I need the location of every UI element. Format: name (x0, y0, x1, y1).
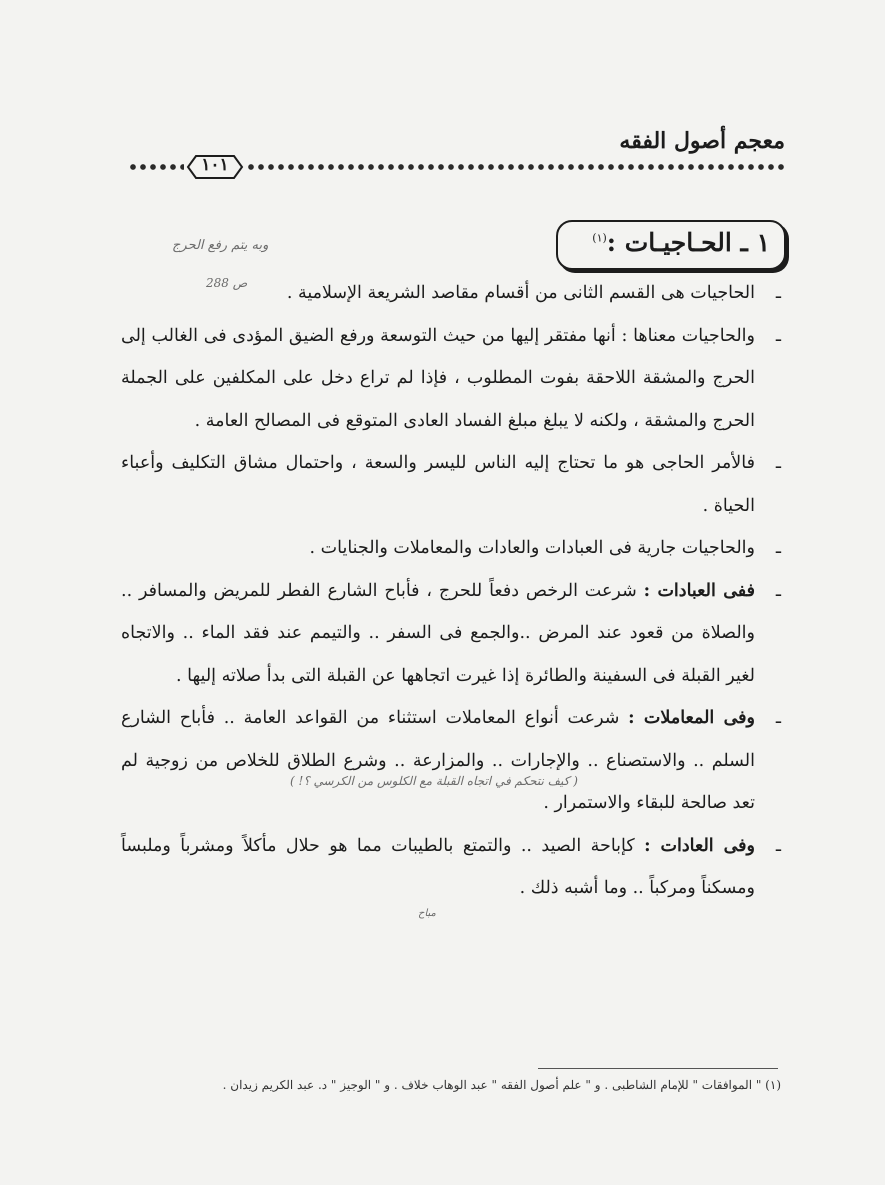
ornament-dots-right (246, 160, 788, 174)
footnote-divider (538, 1068, 778, 1069)
bullet-dash: ـ (775, 283, 781, 303)
handwritten-note-mubah: مباح (418, 908, 436, 919)
running-header-title: معجم أصول الفقه (619, 128, 785, 154)
paragraph-text: شرعت الرخص دفعاً للحرج ، فأباح الشارع الفطر للمريض والمسافر .. والصلاة من قعود عند المرض ..والجمع فى السفر .. والتيمم عند فقد الماء .. والاتجاه لغير القبلة فى السفينة والطائرة إذا غيرت اتجاهها عن القبلة التى بدأ صلاته إليها . (121, 580, 755, 686)
handwritten-note-top: وبه يتم رفع الحرج (172, 238, 269, 253)
section-title-text: ١ ـ الحـاجيـات : (606, 228, 770, 257)
paragraph-1 (121, 272, 781, 315)
paragraph-lead: وفى العادات : (644, 835, 755, 856)
paragraph-lead: وفى المعاملات : (628, 708, 755, 728)
bullet-dash: ـ (775, 453, 781, 473)
paragraph-3 (121, 442, 781, 527)
bullet-dash: ـ (775, 580, 781, 601)
paragraph-2 (121, 315, 781, 443)
section-title (592, 228, 770, 257)
handwritten-note-qibla: ( كيف نتحكم في اتجاه القبلة مع الكلوس من الكرسي ؟! ) (290, 774, 578, 788)
bullet-dash: ـ (775, 538, 781, 558)
paragraph-text: شرعت أنواع المعاملات استثناء من القواعد العامة .. فأباح الشارع السلم .. والاستصناع .. والإجارات .. والمزارعة .. وشرع الطلاق للخلاص من زوجية لم تعد صالحة للبقاء والاستمرار . (121, 708, 755, 813)
section-heading-box (556, 220, 786, 270)
paragraph-4 (121, 527, 781, 570)
bullet-dash: ـ (775, 325, 781, 346)
ornament-dots-left (128, 160, 184, 174)
paragraph-text: الحاجيات هى القسم الثانى من أقسام مقاصد الشريعة الإسلامية . (286, 283, 755, 303)
handwritten-page-ref: ص 288 (206, 276, 248, 290)
header-ornament-band (128, 154, 788, 180)
body-text (121, 272, 781, 910)
paragraph-lead: ففى العبادات : (643, 580, 755, 601)
bullet-dash: ـ (775, 708, 781, 728)
footnote-marker: (١) (592, 231, 607, 245)
paragraph-transactions (121, 697, 781, 825)
page-number-frame (186, 154, 244, 180)
paragraph-worship (121, 570, 781, 698)
paragraph-customs (121, 825, 781, 910)
bullet-dash: ـ (775, 835, 781, 856)
paragraph-text: والحاجيات جارية فى العبادات والعادات والمعاملات والجنايات . (309, 538, 755, 558)
page-number: ١٠١ (201, 155, 229, 175)
paragraph-text: كإباحة الصيد .. والتمتع بالطيبات مما هو حلال مأكلاً ومشرباً وملبساً ومسكناً ومركباً .. وما أشبه ذلك . (121, 835, 755, 898)
paragraph-text: والحاجيات معناها : أنها مفتقر إليها من حيث التوسعة ورفع الضيق المؤدى فى الغالب إلى الحرج والمشقة اللاحقة بفوت المطلوب ، فإذا لم تراع دخل على المكلفين على الجملة الحرج والمشقة ، ولكنه لا يبلغ مبلغ الفساد العادى المتوقع فى المصالح العامة . (121, 325, 755, 431)
paragraph-text: فالأمر الحاجى هو ما تحتاج إليه الناس لليسر والسعة ، واحتمال مشاق التكليف وأعباء الحياة . (121, 453, 755, 516)
footnote: (١) " الموافقات " للإمام الشاطبى . و " علم أصول الفقه " عبد الوهاب خلاف . و " الوجيز " د. عبد الكريم زيدان . (222, 1078, 781, 1092)
